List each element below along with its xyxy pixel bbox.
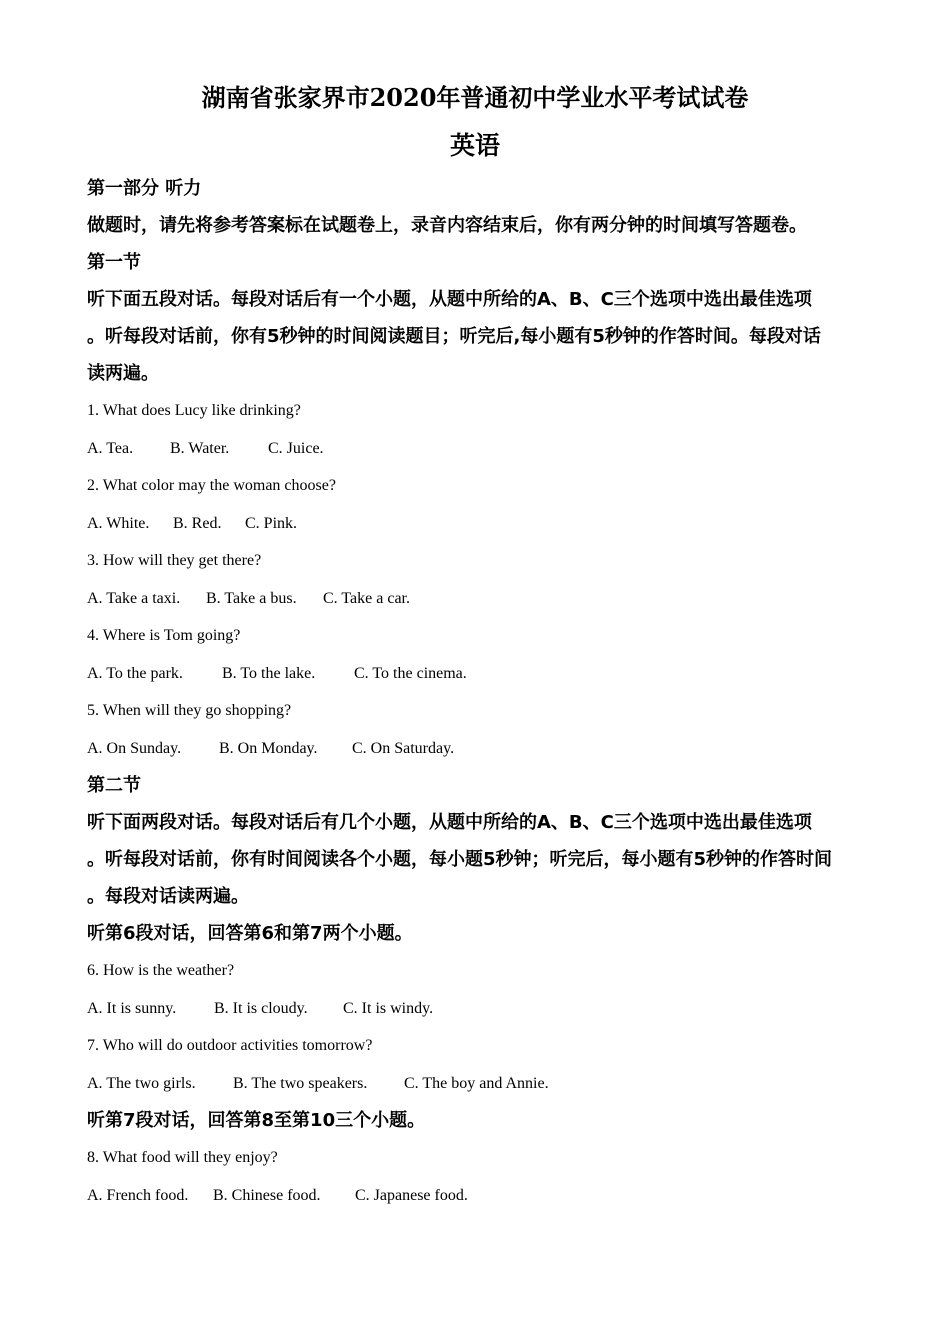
section2-heading: 第二节 bbox=[87, 775, 141, 796]
question-text: 1. What does Lucy like drinking? bbox=[87, 402, 301, 419]
part1-instruction: 做题时，请先将参考答案标在试题卷上，录音内容结束后，你有两分钟的时间填写答题卷。 bbox=[87, 215, 807, 236]
dialog6-heading: 听第6段对话，回答第6和第7两个小题。 bbox=[87, 923, 413, 944]
option-b: B. Water. bbox=[170, 439, 230, 457]
exam-subject: 英语 bbox=[449, 131, 500, 160]
section2-instruction-line: 。听每段对话前，你有时间阅读各个小题，每小题5秒钟；听完后，每小题有5秒钟的作答时间 bbox=[87, 849, 833, 870]
section1-instruction-line: 听下面五段对话。每段对话后有一个小题，从题中所给的A、B、C三个选项中选出最佳选项 bbox=[87, 289, 812, 310]
question-options bbox=[87, 430, 950, 468]
section1-instruction-line: 。听每段对话前，你有5秒钟的时间阅读题目；听完后,每小题有5秒钟的作答时间。每段对话 bbox=[87, 326, 821, 347]
option-b: B. Red. bbox=[173, 514, 222, 532]
question-text: 4. Where is Tom going? bbox=[87, 627, 241, 644]
option-b: B. The two speakers. bbox=[233, 1074, 368, 1092]
option-a: A. It is sunny. bbox=[87, 999, 177, 1017]
option-c: C. Japanese food. bbox=[355, 1186, 468, 1204]
option-a: A. Take a taxi. bbox=[87, 589, 181, 607]
section1-heading: 第一节 bbox=[87, 252, 141, 273]
question-options bbox=[87, 1065, 950, 1103]
option-a: A. White. bbox=[87, 514, 150, 532]
option-b: B. On Monday. bbox=[219, 739, 318, 757]
part1-heading: 第一部分 听力 bbox=[87, 178, 202, 199]
question-text: 6. How is the weather? bbox=[87, 962, 235, 979]
question-text: 3. How will they get there? bbox=[87, 552, 262, 569]
question-text: 2. What color may the woman choose? bbox=[87, 477, 336, 494]
question-options bbox=[87, 990, 950, 1028]
option-b: B. To the lake. bbox=[222, 664, 316, 682]
option-c: C. On Saturday. bbox=[352, 739, 455, 757]
option-a: A. On Sunday. bbox=[87, 739, 182, 757]
section1-instruction-line: 读两遍。 bbox=[87, 363, 159, 384]
dialog7-heading: 听第7段对话，回答第8至第10三个小题。 bbox=[87, 1110, 426, 1131]
option-b: B. Take a bus. bbox=[206, 589, 297, 607]
question-options bbox=[87, 655, 950, 693]
option-c: C. To the cinema. bbox=[354, 664, 467, 682]
option-c: C. Pink. bbox=[245, 514, 298, 532]
option-c: C. The boy and Annie. bbox=[404, 1074, 549, 1092]
question-text: 5. When will they go shopping? bbox=[87, 702, 292, 719]
option-c: C. Juice. bbox=[268, 439, 324, 457]
question-options bbox=[87, 730, 950, 768]
exam-title: 湖南省张家界市2020年普通初中学业水平考试试卷 bbox=[201, 83, 749, 112]
question-options bbox=[87, 580, 950, 618]
section2-instruction-line: 。每段对话读两遍。 bbox=[87, 886, 249, 907]
option-a: A. Tea. bbox=[87, 439, 134, 457]
option-b: B. Chinese food. bbox=[213, 1186, 321, 1204]
option-a: A. To the park. bbox=[87, 664, 183, 682]
question-options bbox=[87, 1177, 950, 1215]
option-a: A. The two girls. bbox=[87, 1074, 196, 1092]
option-b: B. It is cloudy. bbox=[214, 999, 308, 1017]
question-options bbox=[87, 505, 950, 543]
question-text: 8. What food will they enjoy? bbox=[87, 1149, 278, 1166]
question-text: 7. Who will do outdoor activities tomorrow? bbox=[87, 1037, 373, 1054]
section2-instruction-line: 听下面两段对话。每段对话后有几个小题，从题中所给的A、B、C三个选项中选出最佳选项 bbox=[87, 812, 812, 833]
option-c: C. Take a car. bbox=[323, 589, 410, 607]
option-c: C. It is windy. bbox=[343, 999, 434, 1017]
option-a: A. French food. bbox=[87, 1186, 189, 1204]
